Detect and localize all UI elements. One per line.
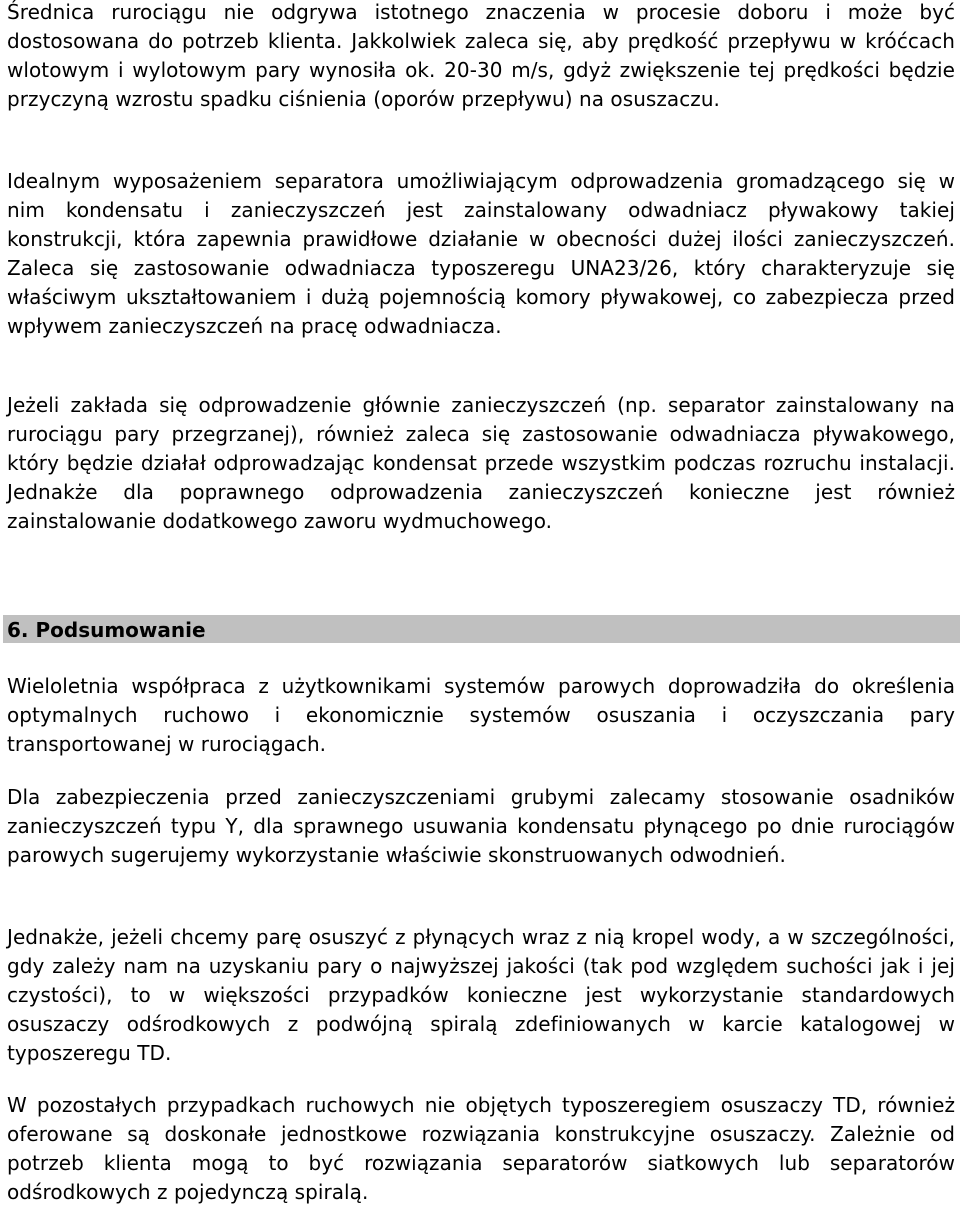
paragraph-other-solutions: W pozostałych przypadkach ruchowych nie objętych typoszeregiem osuszaczy TD, również oferowane są doskonałe jednostkowe rozwiązania konstrukcyjne osuszaczy. Zależnie od potrzeb klienta mogą to być rozwiązania separatorów siatkowych lub separatorów odśrodkowych z pojedynczą spiralą. [7,1093,955,1204]
paragraph-blowdown-valve: Jeżeli zakłada się odprowadzenie głównie zanieczyszczeń (np. separator zainstalowany na rurociągu pary przegrzanej), również zaleca się zastosowanie odwadniacza pływakowego, który będzie działał odprowadzając kondensat przede wszystkim podczas rozruchu instalacji. Jednakże dla poprawnego odprowadzenia zanieczyszczeń konieczne jest również zainstalowanie dodatkowego zaworu wydmuchowego. [7,393,955,533]
paragraph-td-separators: Jednakże, jeżeli chcemy parę osuszyć z płynących wraz z nią kropel wody, a w szczególności, gdy zależy nam na uzyskaniu pary o najwyższej jakości (tak pod względem suchości jak i jej czystości), to w większości przypadków konieczne jest wykorzystanie standardowych osuszaczy odśrodkowych z podwójną spiralą zdefiniowanych w karcie katalogowej w typoszeregu TD. [7,925,955,1065]
paragraph-strainers: Dla zabezpieczenia przed zanieczyszczeniami grubymi zalecamy stosowanie osadników zanieczyszczeń typu Y, dla sprawnego usuwania kondensatu płynącego po dnie rurociągów parowych sugerujemy wykorzystanie właściwie skonstruowanych odwodnień. [7,785,955,867]
paragraph-pipe-diameter: Średnica rurociągu nie odgrywa istotnego znaczenia w procesie doboru i może być dostosowana do potrzeb klienta. Jakkolwiek zaleca się, aby prędkość przepływu w króćcach wlotowym i wylotowym pary wynosiła ok. 20-30 m/s, gdyż zwiększenie tej prędkości będzie przyczyną wzrostu spadku ciśnienia (oporów przepływu) na osuszaczu. [7,0,955,111]
section-heading-summary: 6. Podsumowanie [3,615,960,643]
paragraph-float-trap: Idealnym wyposażeniem separatora umożliwiającym odprowadzenia gromadzącego się w nim kondensatu i zanieczyszczeń jest zainstalowany odwadniacz pływakowy takiej konstrukcji, która zapewnia prawidłowe działanie w obecności dużej ilości zanieczyszczeń. Zaleca się zastosowanie odwadniacza typoszeregu UNA23/26, który charakteryzuje się właściwym ukształtowaniem i dużą pojemnością komory pływakowej, co zabezpiecza przed wpływem zanieczyszczeń na pracę odwadniacza. [7,169,955,338]
paragraph-summary-intro: Wieloletnia współpraca z użytkownikami systemów parowych doprowadziła do określenia optymalnych ruchowo i ekonomicznie systemów osuszania i oczyszczania pary transportowanej w rurociągach. [7,674,955,756]
